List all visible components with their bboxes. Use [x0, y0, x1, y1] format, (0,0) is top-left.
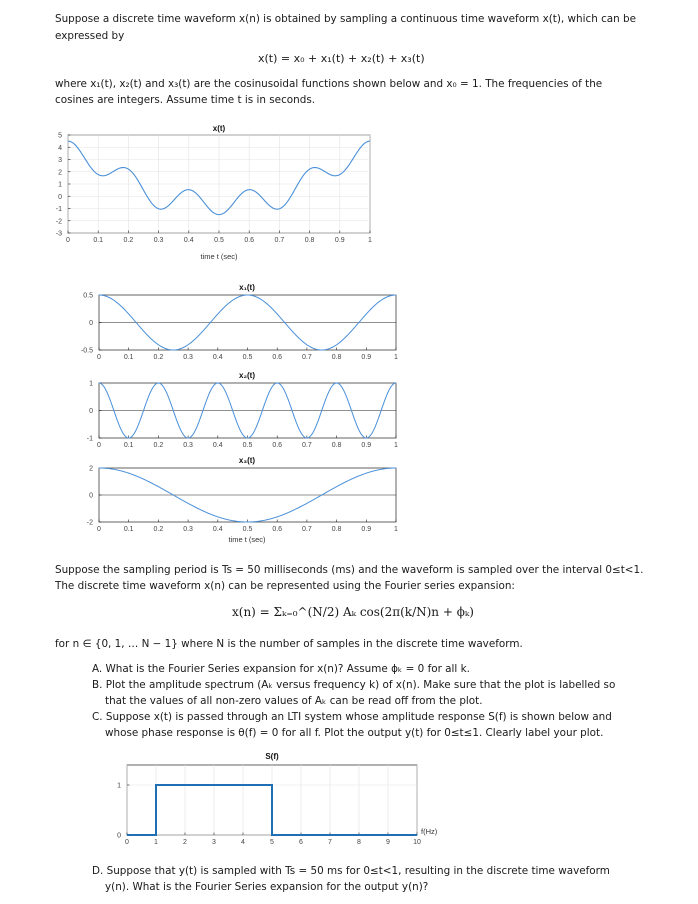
- x-tick-label: 1: [394, 354, 398, 361]
- sampling-line-1: Suppose the sampling period is Ts = 50 milliseconds (ms) and the waveform is sampled over the interval 0≤t<1.: [55, 564, 644, 576]
- x-tick-label: 0.3: [153, 237, 164, 244]
- x-tick-label: 0.4: [212, 526, 223, 533]
- x-tick-label: 0.5: [242, 354, 253, 361]
- where-line-2: cosines are integers. Assume time t is in seconds.: [55, 94, 316, 106]
- x-tick-label: 0.2: [153, 354, 164, 361]
- y-tick-label: 3: [58, 157, 62, 164]
- x-tick-label: 1: [368, 237, 372, 244]
- x-tick-label: 0.3: [183, 442, 193, 449]
- x-tick-label: 3: [212, 839, 216, 846]
- intro-line-2: expressed by: [55, 30, 125, 42]
- x-tick-label: 0.3: [183, 526, 193, 533]
- x-tick-label: 8: [357, 839, 361, 846]
- chart-x1: [81, 283, 398, 361]
- x-tick-label: 9: [386, 839, 390, 846]
- x-tick-label: 0.1: [123, 442, 134, 449]
- x-tick-label: 0.5: [242, 526, 253, 533]
- x-tick-label: 0.6: [244, 237, 255, 244]
- chart-x2-title: x₂(t): [239, 371, 255, 380]
- y-tick-label: 1: [58, 181, 62, 189]
- for-n-line: for n ∈ {0, 1, … N − 1} where N is the number of samples in the discrete time waveform.: [55, 638, 523, 650]
- x-tick-label: 0.8: [304, 237, 315, 244]
- question-c-line-2: whose phase response is θ(f) = 0 for all f. Plot the output y(t) for 0≤t≤1. Clearly label your plot.: [105, 727, 604, 739]
- question-c-line-1: C. Suppose x(t) is passed through an LTI system whose amplitude response S(f) is shown below and: [92, 711, 612, 723]
- x-tick-label: 1: [394, 526, 398, 533]
- y-tick-label: 1: [117, 782, 121, 790]
- y-tick-label: 1: [89, 380, 93, 388]
- x-tick-label: 1: [154, 839, 158, 846]
- question-b-line-1: B. Plot the amplitude spectrum (Aₖ versus frequency k) of x(n). Make sure that the plot is labelled so: [92, 679, 616, 691]
- chart-sf: [117, 752, 438, 846]
- x-tick-label: 0.1: [123, 354, 134, 361]
- chart-sf-xlabel: f(Hz): [421, 827, 438, 836]
- y-tick-label: -1: [55, 206, 62, 213]
- x-tick-label: 0.8: [331, 526, 342, 533]
- question-b-line-2: that the values of all non-zero values of Aₖ can be read off from the plot.: [105, 695, 483, 707]
- x-tick-label: 7: [328, 839, 332, 846]
- x-tick-label: 0.5: [242, 442, 253, 449]
- x-tick-label: 0.4: [183, 237, 194, 244]
- x-tick-label: 0.7: [302, 354, 312, 361]
- x-tick-label: 0.8: [331, 354, 342, 361]
- question-d-line-1: D. Suppose that y(t) is sampled with Ts = 50 ms for 0≤t<1, resulting in the discrete time waveform: [92, 865, 610, 877]
- x-tick-label: 0.2: [153, 526, 164, 533]
- y-tick-label: -3: [55, 230, 62, 238]
- y-tick-label: -2: [86, 519, 93, 527]
- sampling-line-2: The discrete time waveform x(n) can be represented using the Fourier series expansion:: [55, 580, 515, 592]
- y-tick-label: 0: [117, 832, 121, 840]
- y-tick-label: -0.5: [80, 347, 93, 355]
- x-tick-label: 0.7: [274, 237, 285, 244]
- x-tick-label: 1: [394, 442, 398, 449]
- x-tick-label: 0: [97, 526, 101, 533]
- y-tick-label: 0: [89, 320, 93, 327]
- x-tick-label: 0.9: [361, 354, 372, 361]
- y-tick-label: 5: [58, 132, 62, 140]
- x-tick-label: 0.5: [214, 237, 224, 244]
- y-tick-label: -2: [55, 218, 62, 226]
- x-tick-label: 0: [97, 442, 101, 449]
- x-tick-label: 0: [97, 354, 101, 361]
- x-tick-label: 5: [270, 839, 274, 846]
- fourier-equation: x(n) = Σₖ₌₀^(N/2) Aₖ cos(2π(k/N)n + ϕₖ): [232, 605, 474, 619]
- x-tick-label: 0: [66, 237, 70, 244]
- x-tick-label: 0.6: [272, 526, 283, 533]
- y-tick-label: -1: [86, 435, 93, 443]
- y-tick-label: 0: [89, 492, 93, 500]
- chart-x2: [87, 371, 398, 449]
- x-tick-label: 0.8: [331, 442, 342, 449]
- chart-sf-title: S(f): [265, 752, 279, 761]
- x-tick-label: 4: [241, 839, 245, 846]
- question-d-line-2: y(n). What is the Fourier Series expansion for the output y(n)?: [105, 881, 429, 893]
- y-tick-label: 2: [89, 465, 93, 473]
- question-a: A. What is the Fourier Series expansion for x(n)? Assume ϕₖ = 0 for all k.: [92, 663, 470, 675]
- x-tick-label: 0.6: [272, 354, 283, 361]
- x-tick-label: 0.3: [183, 354, 193, 361]
- chart-x1-title: x₁(t): [239, 283, 255, 292]
- x-tick-label: 2: [183, 839, 187, 846]
- y-tick-label: 4: [58, 144, 62, 152]
- chart-x3-title: x₃(t): [238, 456, 256, 465]
- x-tick-label: 0.9: [361, 442, 372, 449]
- chart-x3: [87, 456, 398, 544]
- x-tick-label: 0.6: [272, 442, 283, 449]
- x-tick-label: 0.2: [153, 442, 164, 449]
- y-tick-label: 0: [89, 408, 93, 415]
- x-tick-label: 0.4: [212, 354, 223, 361]
- x-tick-label: 0.7: [302, 526, 312, 533]
- chart-x-total-xlabel: time t (sec): [200, 252, 238, 261]
- x-tick-label: 10: [413, 839, 421, 846]
- chart-x-total-title: x(t): [212, 124, 226, 133]
- x-tick-label: 0.1: [93, 237, 104, 244]
- x-tick-label: 0.7: [302, 442, 312, 449]
- x-tick-label: 0.9: [334, 237, 345, 244]
- y-tick-label: 0.5: [83, 292, 93, 300]
- intro-line-1: Suppose a discrete time waveform x(n) is obtained by sampling a continuous time waveform x(t), which can be: [55, 13, 637, 25]
- chart-x-total: [56, 124, 372, 261]
- y-tick-label: 0: [58, 193, 62, 201]
- where-line-1: where x₁(t), x₂(t) and x₃(t) are the cosinusoidal functions shown below and x₀ = 1. The frequencies of the: [55, 78, 603, 90]
- x-tick-label: 0.1: [123, 526, 134, 533]
- y-tick-label: 2: [58, 169, 62, 177]
- x-tick-label: 0: [125, 839, 129, 846]
- x-tick-label: 0.9: [361, 526, 372, 533]
- x-tick-label: 0.4: [212, 442, 223, 449]
- x-tick-label: 0.2: [123, 237, 134, 244]
- main-equation: x(t) = x₀ + x₁(t) + x₂(t) + x₃(t): [258, 52, 425, 65]
- x-tick-label: 6: [299, 839, 303, 846]
- chart-x3-xlabel: time t (sec): [228, 535, 266, 544]
